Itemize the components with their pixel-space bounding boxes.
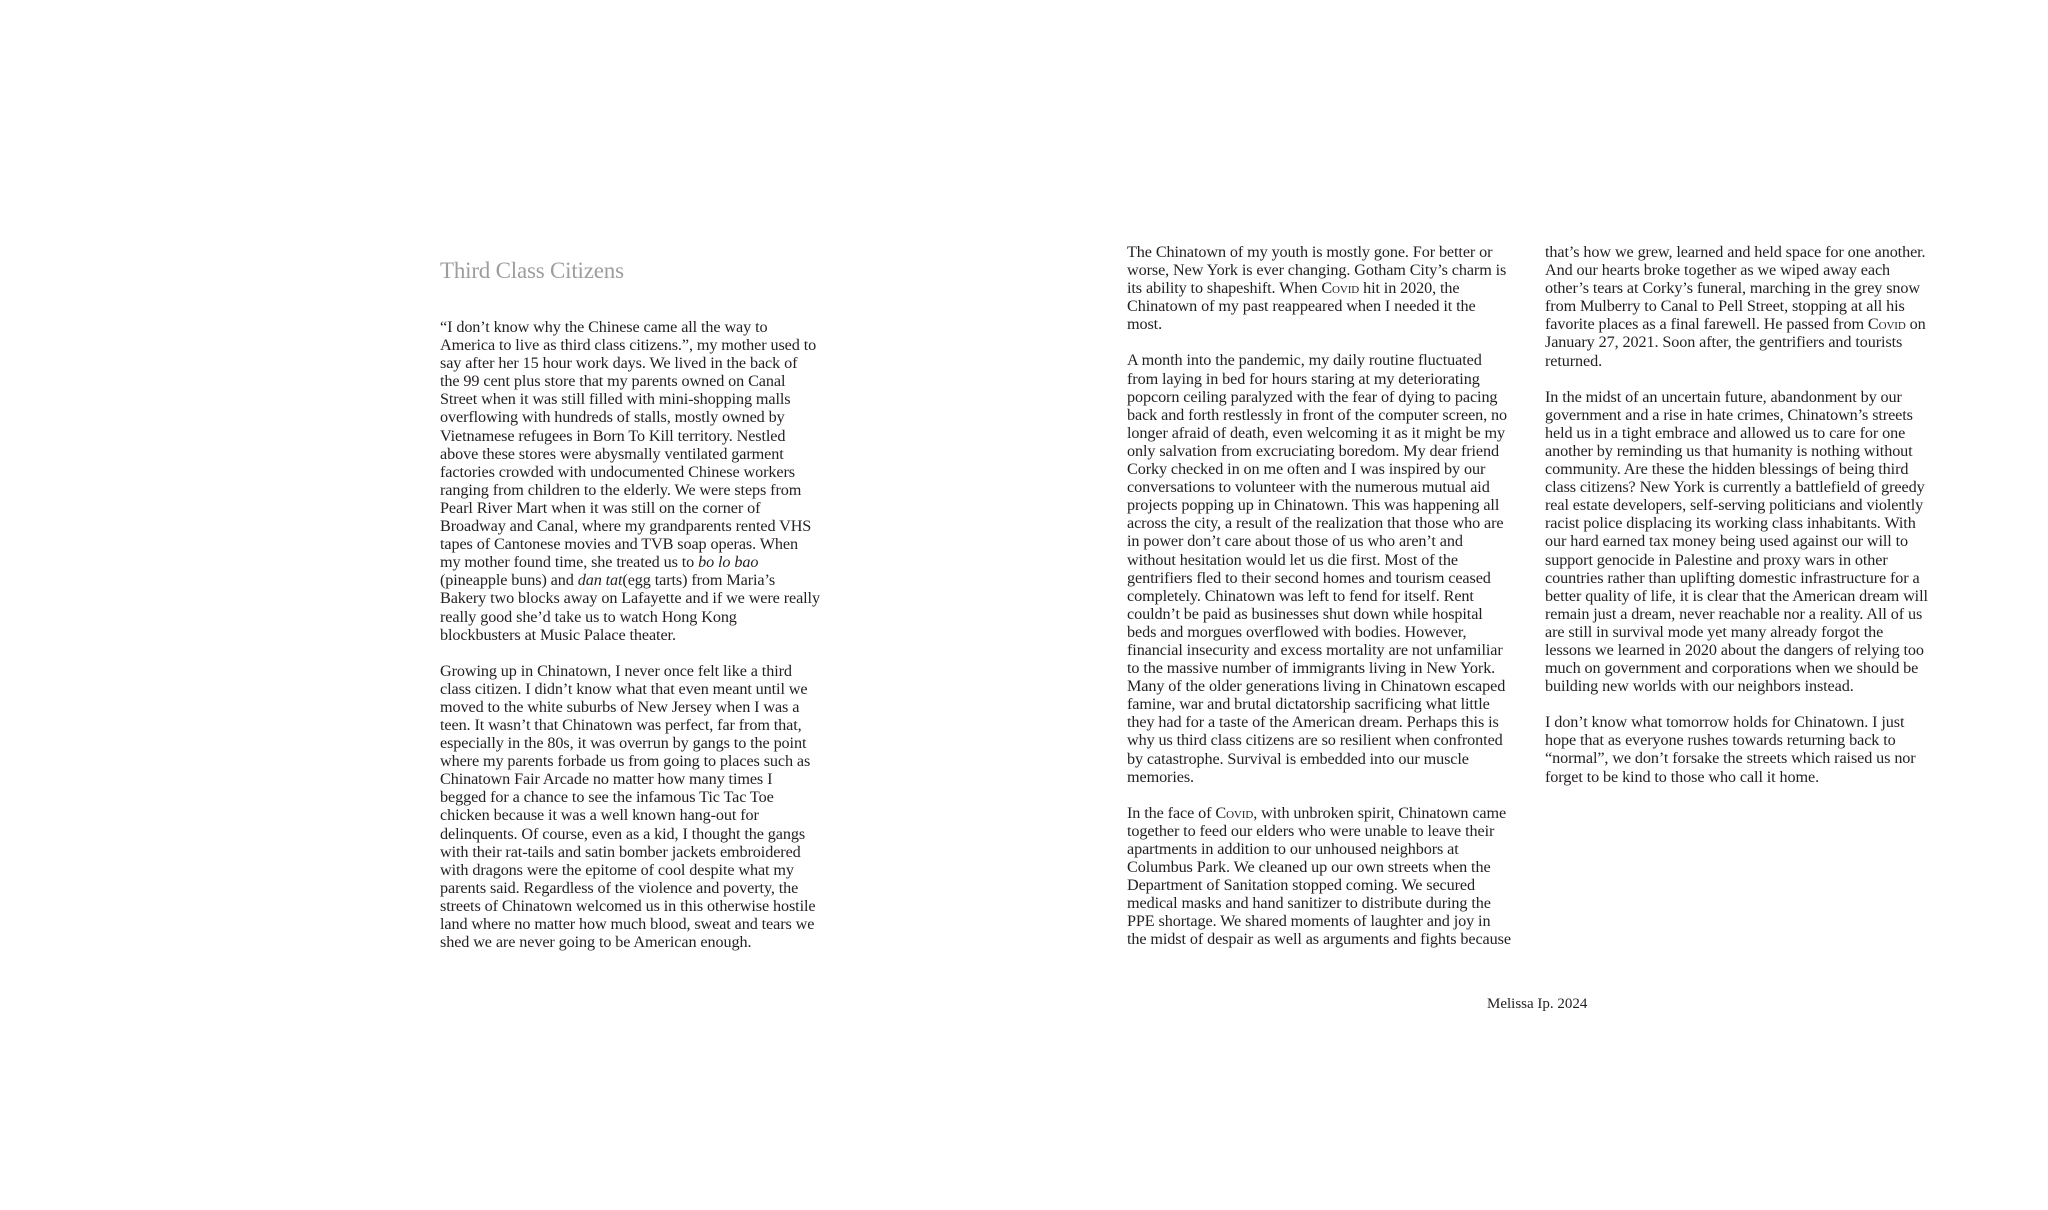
paragraph-text: , with unbroken spirit, Chinatown came together to feed our elders who were unable to leave their apartments in addition to our unhoused neighbors at Columbus Park. We cleaned up our own streets when the Department of Sanitation stopped coming. We secured medical masks and hand sanitizer to distribute during the PPE shortage. We shared moments of laughter and joy in the midst of despair as well as arguments and fights because [1127,803,1511,949]
italic-term-bo-lo-bao: bo lo bao [698,553,759,572]
paragraph-text: hit in 2020, the Chinatown of my past reappeared when I needed it the most. [1127,279,1476,334]
text-column-2 [1127,243,1511,966]
covid-smallcaps: Covid [1215,803,1254,822]
paragraph-1 [440,318,820,644]
paragraph-text: “I don’t know why the Chinese came all the way to America to live as third class citizens.”, my mother used to say after her 15 hour work days. We lived in the back of the 99 cent plus store that my parents owned on Canal Street when it was still filled with mini-shopping malls overflowing with hundreds of stalls, mostly owned by Vietnamese refugees in Born To Kill territory. Nestled above these stores were abysmally ventilated garment factories crowded with undocumented Chinese workers ranging from children to the elderly. We were steps from Pearl River Mart when it was still on the corner of Broadway and Canal, where my grandparents rented VHS tapes of Cantonese movies and TVB soap operas. When my mother found time, she treated us to [440,318,817,572]
paragraph-5 [1127,804,1511,949]
text-column-3 [1545,243,1931,804]
covid-smallcaps: Covid [1867,315,1906,334]
paragraph-text: (egg tarts) from Maria’s Bakery two blocks away on Lafayette and if we were really really good she’d take us to watch Hong Kong blockbusters at Music Palace theater. [440,571,820,644]
paragraph-text: on January 27, 2021. Soon after, the gentrifiers and tourists returned. [1545,315,1926,370]
article-title: Third Class Citizens [440,258,624,283]
covid-smallcaps: Covid [1321,279,1360,298]
paragraph-4: A month into the pandemic, my daily routine fluctuated from laying in bed for hours staring at my deteriorating popcorn ceiling paralyzed with the fear of dying to pacing back and forth restlessly in front of the computer screen, no longer afraid of death, even welcoming it as it might be my only salvation from excruciating boredom. My dear friend Corky checked in on me often and I was inspired by our conversations to volunteer with the numerous mutual aid projects popping up in Chinatown. This was happening all across the city, a result of the realization that those who are in power don’t care about those of us who aren’t and without hesitation would let us die first. Most of the gentrifiers fled to their second homes and tourism ceased completely. Chinatown was left to fend for itself. Rent couldn’t be paid as businesses shut down while hospital beds and morgues overflowed with bodies. However, financial insecurity and excess mortality are not unfamiliar to the massive number of immigrants living in New York. Many of the older generations living in Chinatown escaped famine, war and brutal dictatorship sacrificing what little they had for a taste of the American dream. Perhaps this is why us third class citizens are so resilient when confronted by catastrophe. Survival is embedded into our muscle memories. [1127,351,1508,786]
paragraph-text: In the face of [1127,803,1216,822]
italic-term-dan-tat: dan tat [577,571,623,590]
paragraph-8: I don’t know what tomorrow holds for Chinatown. I just hope that as everyone rushes towards returning back to “normal”, we don’t forsake the streets which raised us nor forget to be kind to those who call it home. [1545,713,1916,786]
paragraph-text: that’s how we grew, learned and held space for one another. And our hearts broke together as we wiped away each other’s tears at Corky’s funeral, marching in the grey snow from Mulberry to Canal to Pell Street, stopping at all his favorite places as a final farewell. He passed from [1545,243,1926,334]
author-byline: Melissa Ip. 2024 [1487,996,1588,1012]
paragraph-text: The Chinatown of my youth is mostly gone. For better or worse, New York is ever changing. Gotham City’s charm is its ability to shapeshift. When [1127,243,1507,298]
paragraph-3 [1127,243,1511,333]
paragraph-text: (pineapple buns) and [440,571,578,590]
paragraph-2: Growing up in Chinatown, I never once felt like a third class citizen. I didn’t know what that even meant until we moved to the white suburbs of New Jersey when I was a teen. It wasn’t that Chinatown was perfect, far from that, especially in the 80s, it was overrun by gangs to the point where my parents forbade us from going to places such as Chinatown Fair Arcade no matter how many times I begged for a chance to see the infamous Tic Tac Toe chicken because it was a well known hang-out for delinquents. Of course, even as a kid, I thought the gangs with their rat-tails and satin bomber jackets embroidered with dragons were the epitome of cool despite what my parents said. Regardless of the violence and poverty, the streets of Chinatown welcomed us in this otherwise hostile land where no matter how much blood, sweat and tears we shed we are never going to be American enough. [440,661,816,952]
text-column-1 [440,318,820,969]
paragraph-6 [1545,243,1931,370]
paragraph-7: In the midst of an uncertain future, abandonment by our government and a rise in hate crimes, Chinatown’s streets held us in a tight embrace and allowed us to care for one another by reminding us that humanity is nothing without community. Are these the hidden blessings of being third class citizens? New York is currently a battlefield of greedy real estate developers, self-serving politicians and violently racist police displacing its working class inhabitants. With our hard earned tax money being used against our will to support genocide in Palestine and proxy wars in other countries rather than uplifting domestic infrastructure for a better quality of life, it is clear that the American dream will remain just a dream, never reachable nor a reality. All of us are still in survival mode yet many already forgot the lessons we learned in 2020 about the dangers of relying too much on government and corporations when we should be building new worlds with our neighbors instead. [1545,387,1928,696]
